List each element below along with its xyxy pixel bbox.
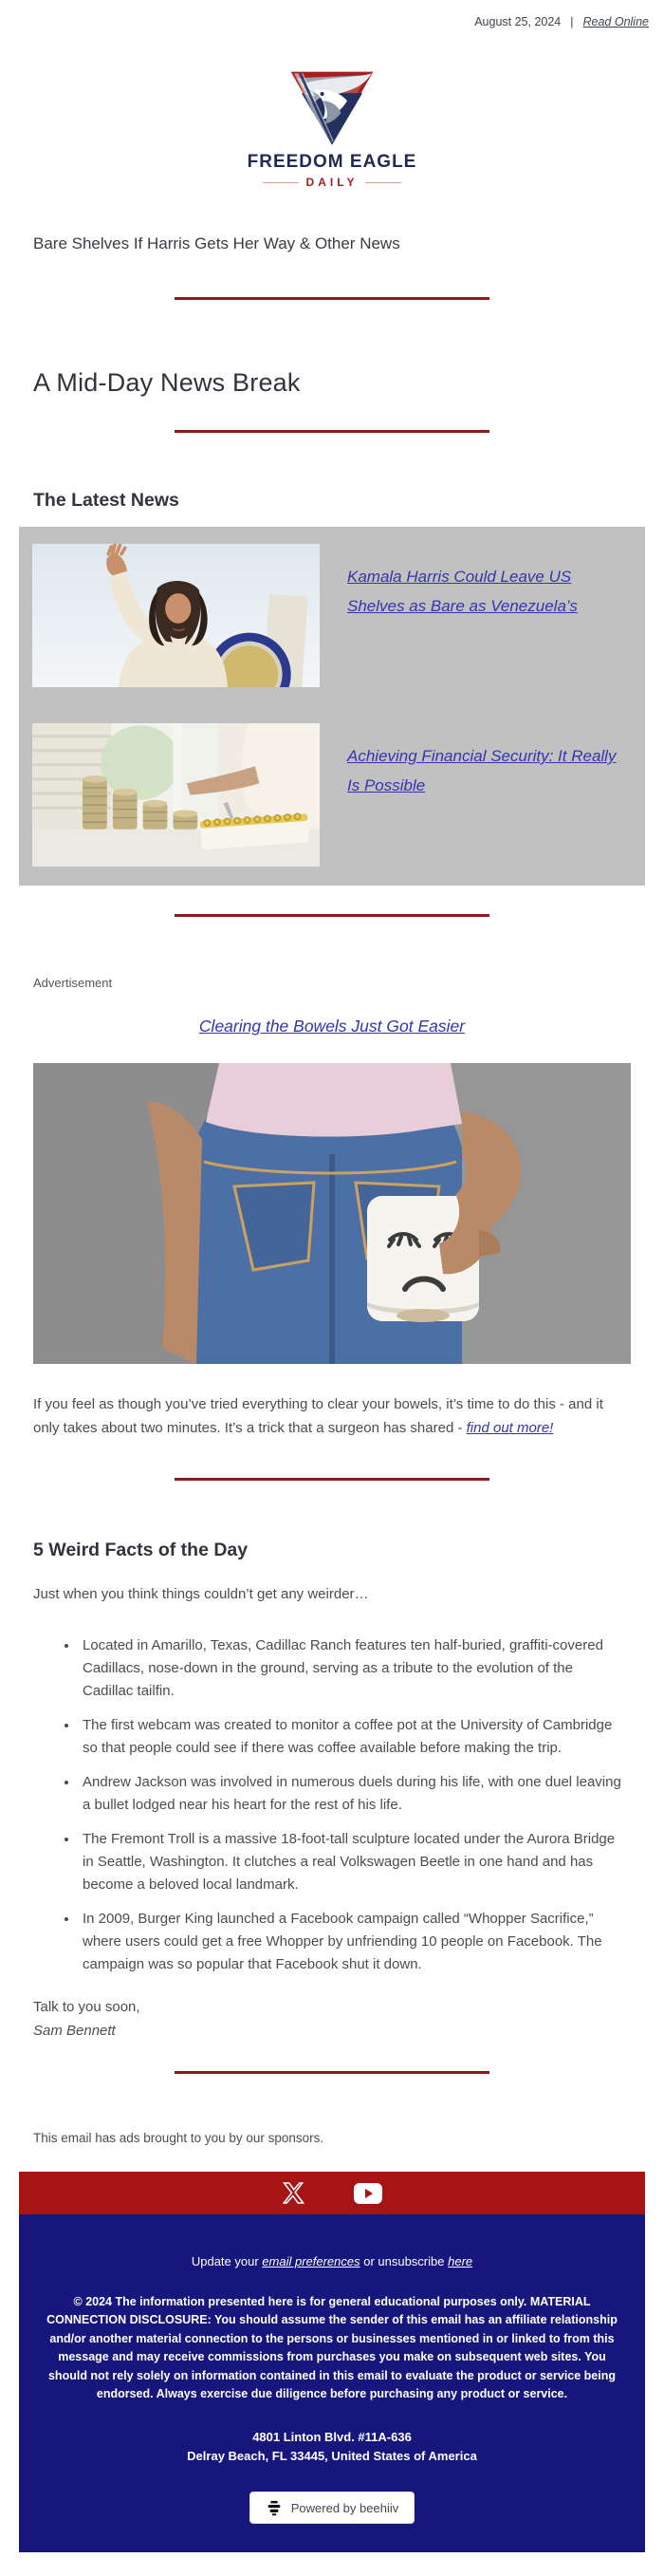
- preferences-line: [44, 2254, 620, 2268]
- ad-body-span: If you feel as though you’ve tried everything to clear your bowels, it’s time to do this - and it only takes about two minutes. It’s a trick that a surgeon has shared -: [33, 1396, 603, 1436]
- signoff: [19, 1995, 645, 2043]
- fact-item: • The first webcam was created to monitor a coffee pot at the University of Cambridge so that people could see if there was coffee available before making the trip.: [79, 1714, 626, 1760]
- date-label: August 25, 2024: [474, 15, 562, 28]
- prefs-text: Update your: [191, 2254, 263, 2268]
- brand-name: FREEDOM EAGLE: [247, 152, 417, 172]
- news-link-kamala[interactable]: Kamala Harris Could Leave US Shelves as Bare as Venezuela’s: [347, 568, 578, 615]
- topbar: [0, 0, 664, 28]
- social-band: [19, 2172, 645, 2214]
- read-online-link[interactable]: Read Online: [582, 15, 649, 28]
- news-item: [32, 544, 645, 687]
- latest-news-box: [19, 527, 645, 886]
- fact-item: • Located in Amarillo, Texas, Cadillac Ranch features ten half-buried, graffiti-covered Cadillacs, nose-down in the ground, serving as a tribute to the evolution of the Cadillac tailfin.: [79, 1634, 626, 1703]
- facts-list: [19, 1634, 645, 1976]
- section-divider: [175, 2071, 489, 2074]
- section-divider: [175, 914, 489, 917]
- fact-item: • Andrew Jackson was involved in numerous duels during his life, with one duel leaving a bullet lodged near his heart for the rest of his life.: [79, 1771, 626, 1817]
- ad-headline-link[interactable]: Clearing the Bowels Just Got Easier: [198, 1017, 466, 1036]
- section-divider: [175, 430, 489, 433]
- section-divider: [175, 297, 489, 300]
- page-title: A Mid-Day News Break: [33, 368, 301, 397]
- address-line: 4801 Linton Blvd. #11A-636: [252, 2430, 412, 2445]
- email-preferences-link[interactable]: email preferences: [262, 2254, 360, 2268]
- section-divider: [175, 1478, 489, 1481]
- author-signature: Sam Bennett: [33, 2023, 116, 2039]
- email-subject: Bare Shelves If Harris Gets Her Way & Other News: [33, 234, 400, 252]
- x-icon[interactable]: [283, 2182, 304, 2204]
- separator: |: [570, 15, 574, 28]
- beehiiv-icon: [266, 2499, 283, 2516]
- eagle-emblem-icon: [286, 70, 378, 148]
- brand-logo[interactable]: [0, 70, 664, 189]
- facts-intro: Just when you think things couldn’t get any weirder…: [33, 1586, 369, 1602]
- tagline-rule-right: [365, 182, 401, 183]
- ad-body-text: [19, 1392, 645, 1440]
- signoff-line: Talk to you soon,: [33, 1999, 140, 2015]
- unsubscribe-link[interactable]: here: [448, 2254, 473, 2268]
- powered-by-beehiiv-button[interactable]: [249, 2492, 415, 2524]
- news-item: [32, 723, 645, 867]
- footer: [19, 2214, 645, 2552]
- latest-news-heading: The Latest News: [33, 490, 179, 511]
- toilet-paper-roll-sad-face-photo[interactable]: [33, 1063, 631, 1364]
- youtube-icon[interactable]: [354, 2183, 382, 2204]
- fact-item: • In 2009, Burger King launched a Facebook campaign called “Whopper Sacrifice,” where users could get a free Whopper by unfriending 10 people on Facebook. The campaign was so popular that Facebook shut it down.: [79, 1908, 626, 1976]
- brand-tagline: [0, 176, 664, 189]
- facts-heading: 5 Weird Facts of the Day: [33, 1540, 249, 1560]
- address-line: Delray Beach, FL 33445, United States of America: [187, 2448, 477, 2463]
- bottom-margin: [0, 2552, 664, 2564]
- fact-item: • The Fremont Troll is a massive 18-foot-tall sculpture located under the Aurora Bridge in Seattle, Washington. It clutches a real Volkswagen Beetle in one hand and has become a beloved local landmark.: [79, 1828, 626, 1896]
- postal-address: [44, 2428, 620, 2465]
- sponsor-note: This email has ads brought to you by our sponsors.: [33, 2131, 324, 2145]
- advertisement-label: Advertisement: [33, 976, 113, 990]
- legal-disclosure: © 2024 The information presented here is for general educational purposes only. MATERIAL CONNECTION DISCLOSURE: You should assume the sender of this email has an affiliate relationship and/or another material connection to the persons or businesses mentioned in or linked to from this message and may receive commissions from purchases you make on subsequent web sites. You should not rely solely on information contained in this email to evaluate the product or service being endorsed. Always exercise due diligence before purchasing any product or service.: [46, 2295, 618, 2400]
- kamala-harris-waving-photo[interactable]: [32, 544, 320, 687]
- find-out-more-link[interactable]: find out more!: [466, 1420, 554, 1436]
- brand-tagline-text: DAILY: [305, 176, 359, 189]
- tagline-rule-left: [263, 182, 299, 183]
- news-link-financial[interactable]: Achieving Financial Security: It Really Is Possible: [347, 747, 617, 794]
- coin-stacks-hand-photo[interactable]: [32, 723, 320, 867]
- powered-by-label: Powered by beehiiv: [290, 2500, 399, 2515]
- prefs-text: or unsubscribe: [360, 2254, 449, 2268]
